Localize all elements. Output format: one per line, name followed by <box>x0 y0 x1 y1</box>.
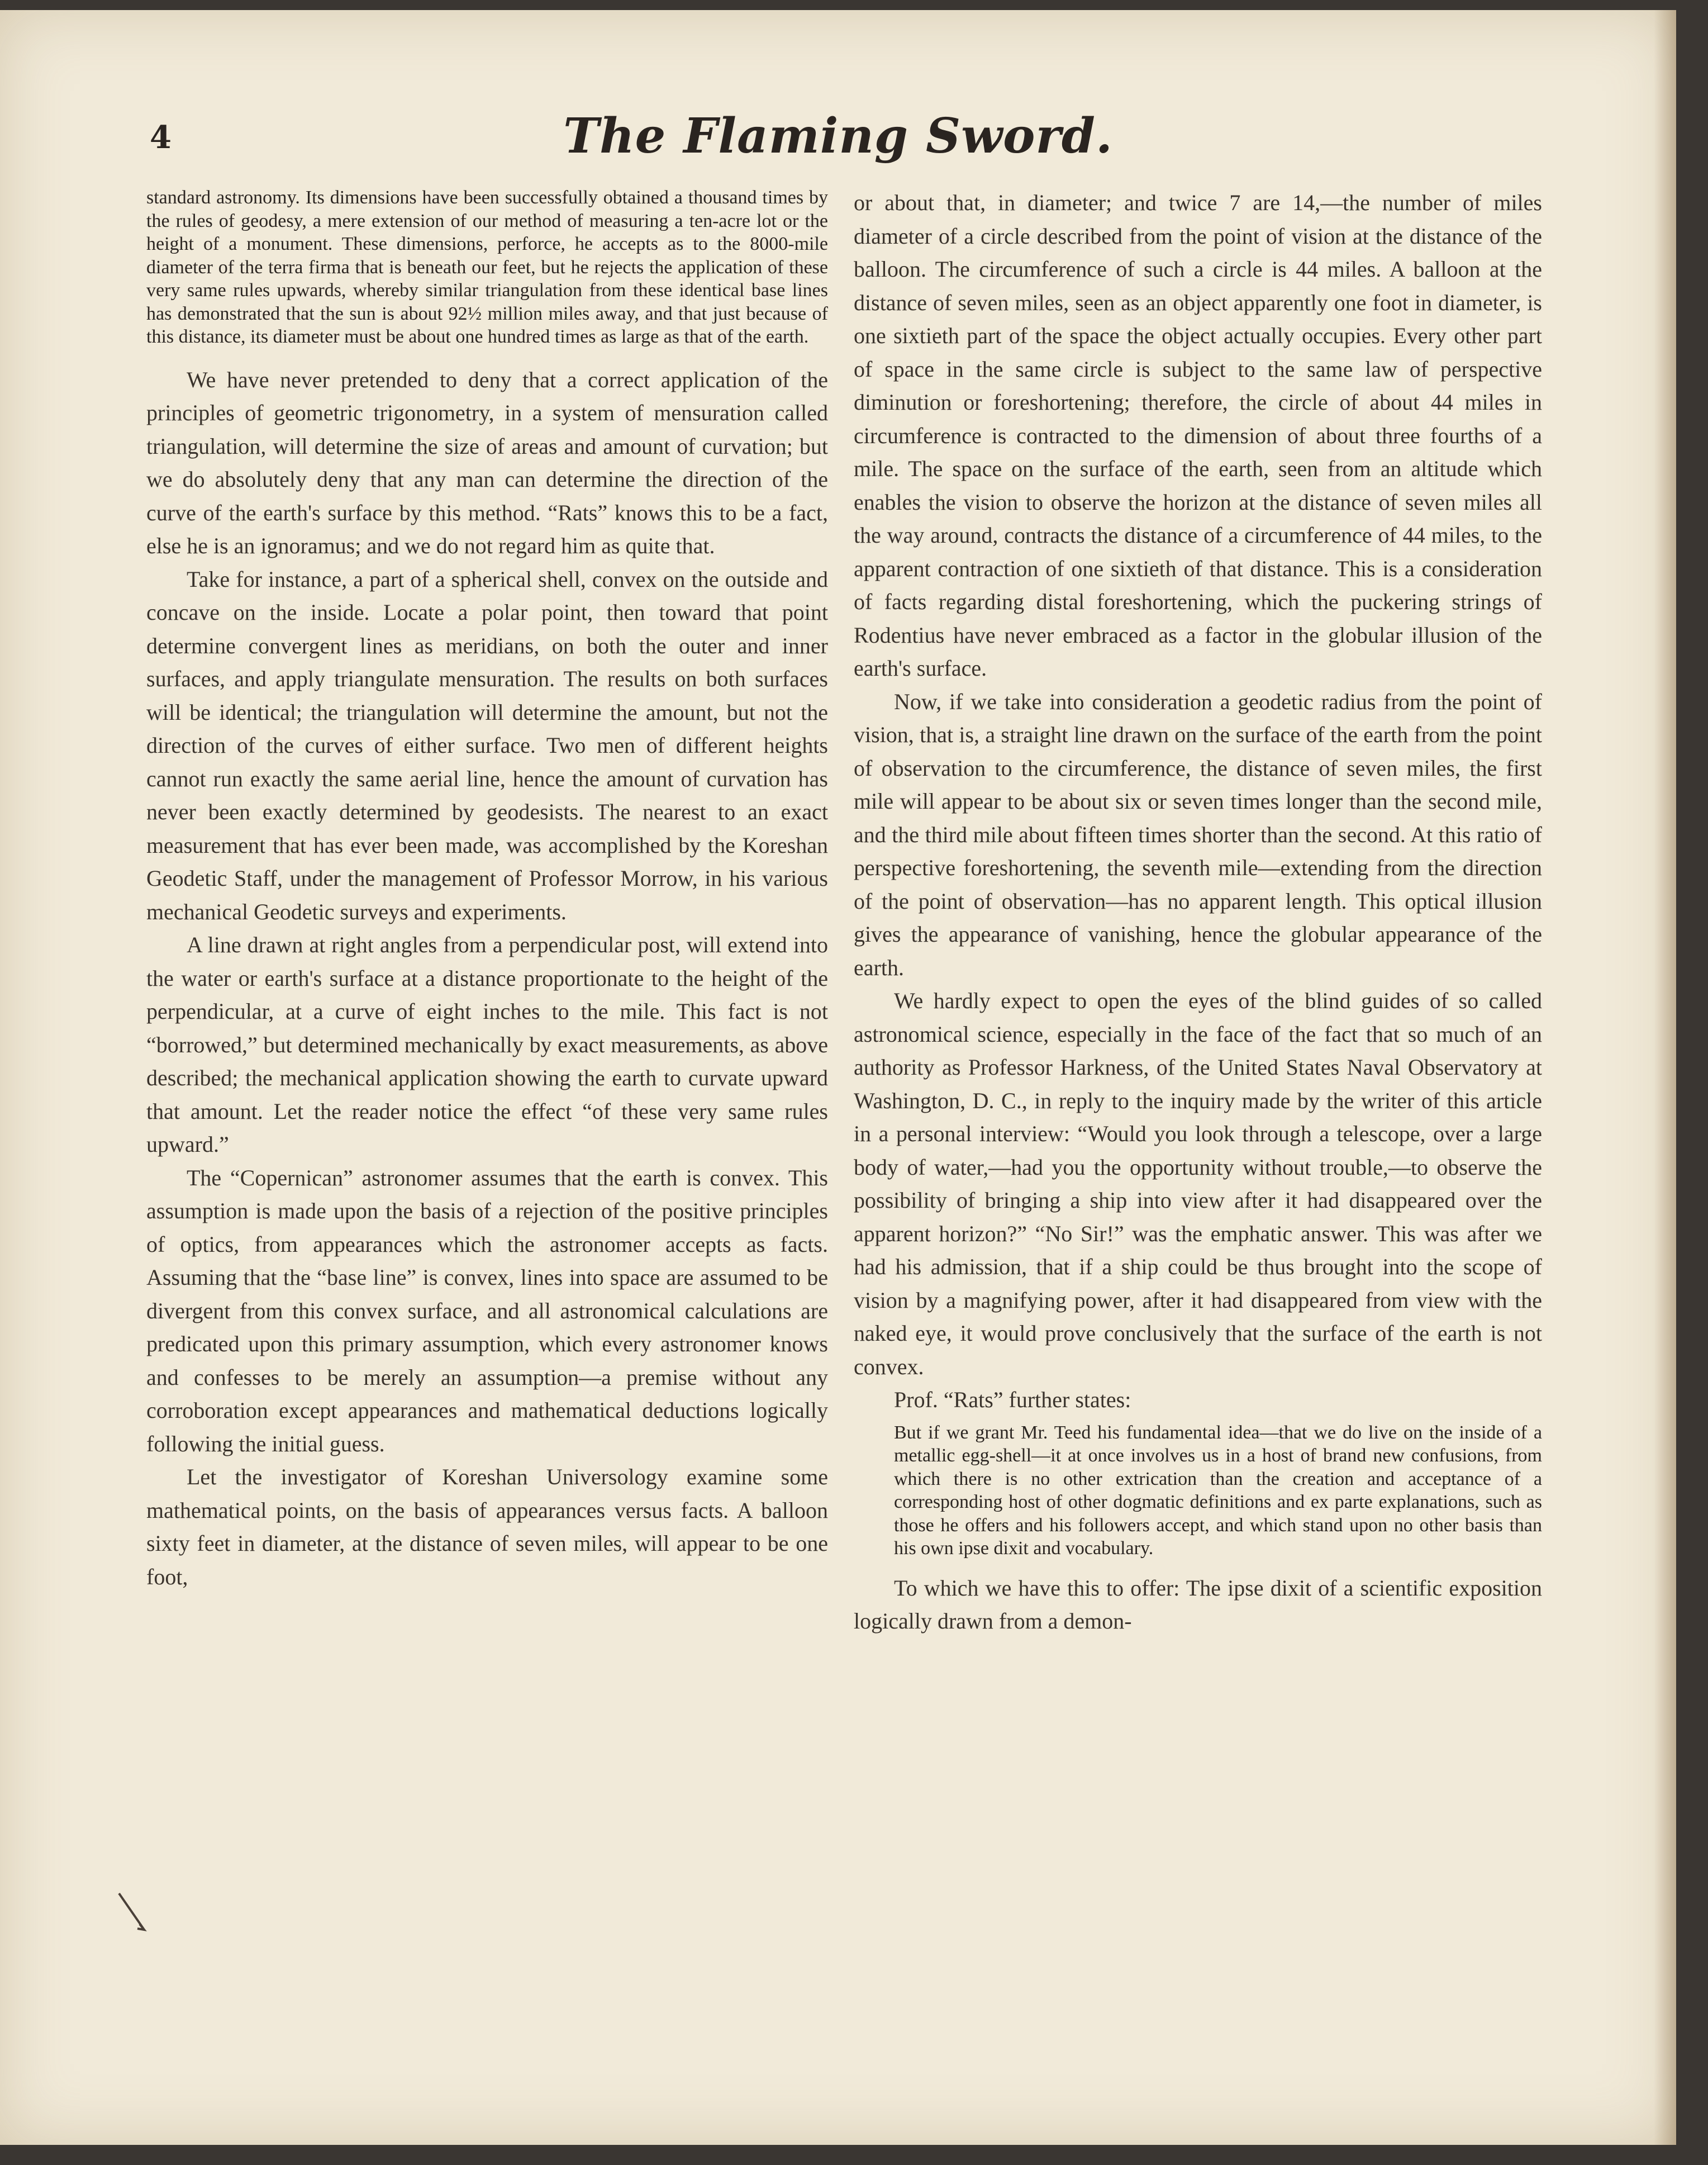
paragraph: A line drawn at right angles from a perpendicular post, will extend into the water or earth's surface at a distance proportionate to the height of the perpendicular, at a curve of eight inches to the mile. This fact is not “borrowed,” but determined mechanically by exact measurements, as above described; the mechanical application showing the earth to curvate upward that amount. Let the reader notice the effect “of these very same rules upward.” <box>146 932 828 1157</box>
block-quote <box>894 1421 1542 1560</box>
left-column <box>146 186 828 1593</box>
paragraph: The “Copernican” astronomer assumes that the earth is convex. This assumption is made upon the basis of a rejection of the positive principles of optics, from appearances which the astronomer accepts as facts. Assuming that the “base line” is convex, lines into space are assumed to be divergent from this convex surface, and all astronomical calculations are predicated upon this primary assumption, which every astronomer knows and confesses to be merely an assumption—a premise without any corroboration except appearances and mathematical deductions logically following the initial guess. <box>146 1165 828 1456</box>
paragraph: We have never pretended to deny that a correct application of the principles of geometric trigonometry, in a system of mensuration called triangulation, will determine the size of areas and amount of curvation; but we do absolutely deny that any man can determine the direction of the curve of the earth's surface by this method. “Rats” knows this to be a fact, else he is an ignoramus; and we do not regard him as quite that. <box>146 367 828 558</box>
page-header <box>0 108 1676 175</box>
pencil-mark-icon <box>116 1891 150 1952</box>
excerpt-continuation: standard astronomy. Its dimensions have been successfully obtained a thousand times by the rules of geodesy, a mere extension of our method of measuring a ten-acre lot or the height of a monument. These dimensions, perforce, he accepts as to the 8000-mile diameter of the terra firma that is beneath our feet, but he rejects the application of these very same rules upwards, whereby similar triangulation from these identical base lines has demonstrated that the sun is about 92½ million miles away, and that just because of this distance, its diameter must be about one hundred times as large as that of the earth. <box>146 187 828 347</box>
paragraph: or about that, in diameter; and twice 7 are 14,—the number of miles diameter of a circle described from the point of vision at the distance of the balloon. The circumference of such a circle is 44 miles. A balloon at the distance of seven miles, seen as an object apparently one foot in diameter, is one sixtieth part of the space the object actually occupies. Every other part of space in the same circle is subject to the same law of perspective diminution or foreshortening; therefore, the circle of about 44 miles in circumference is contracted to the dimension of about three fourths of a mile. The space on the surface of the earth, seen from an altitude which enables the vision to observe the horizon at the distance of seven miles all the way around, contracts the distance of a circumference of 44 miles, to the apparent contraction of one sixtieth of that distance. This is a consideration of facts regarding distal foreshortening, which the puckering strings of Rodentius have never embraced as a factor in the globular illusion of the earth's surface. <box>854 190 1542 681</box>
right-column <box>854 186 1542 1638</box>
paragraph: We hardly expect to open the eyes of the blind guides of so called astronomical science, especially in the face of the fact that so much of an authority as Professor Harkness, of the United States Naval Observatory at Washington, D. C., in reply to the inquiry made by the writer of this article in a personal interview: “Would you look through a telescope, over a large body of water,—had you the opportunity without trouble,—to observe the possibility of bringing a ship into view after it had disappeared over the apparent horizon?” “No Sir!” was the emphatic answer. This was after we had his admission, that if a ship could be thus brought into the scope of vision by a magnifying power, after it had disappeared from view with the naked eye, it would prove conclusively that the surface of the earth is not convex. <box>854 988 1542 1379</box>
paragraph: To which we have this to offer: The ipse dixit of a scientific exposition logically drawn from a demon- <box>854 1575 1542 1634</box>
magazine-title: The Flaming Sword. <box>563 108 1113 164</box>
page-number: 4 <box>150 119 172 156</box>
paragraph: Take for instance, a part of a spherical shell, convex on the outside and concave on the inside. Locate a polar point, then toward that point determine convergent lines as meridians, on both the outer and inner surfaces, and apply triangulate mensuration. The results on both surfaces will be identical; the triangulation will determine the amount, but not the direction of the curves of either surface. Two men of different heights cannot run exactly the same aerial line, hence the amount of curvation has never been exactly determined by geodesists. The nearest to an exact measurement that has ever been made, was accomplished by the Koreshan Geodetic Staff, under the management of Professor Morrow, in his various mechanical Geodetic surveys and experiments. <box>146 566 828 924</box>
paragraph: Let the investigator of Koreshan Universology examine some mathematical points, on the basis of appearances versus facts. A balloon sixty feet in diameter, at the distance of seven miles, will appear to be one foot, <box>146 1464 828 1589</box>
paragraph: Now, if we take into consideration a geodetic radius from the point of vision, that is, a straight line drawn on the surface of the earth from the point of observation to the circumference, the distance of seven miles, the first mile will appear to be about six or seven times longer than the second mile, and the third mile about fifteen times shorter than the second. At this ratio of perspective foreshortening, the seventh mile—extending from the direction of the point of observation—has no apparent length. This optical illusion gives the appearance of vanishing, hence the globular appearance of the earth. <box>854 689 1542 980</box>
paragraph: Prof. “Rats” further states: <box>894 1387 1131 1412</box>
quote-text: But if we grant Mr. Teed his fundamental idea—that we do live on the inside of a metallic egg-shell—it at once involves us in a host of brand new confusions, from which there is no other extrication than the creation and acceptance of a corresponding host of other dogmatic definitions and ex parte explanations, such as those he offers and his followers accept, and which stand upon no other basis than his own ipse dixit and vocabulary. <box>894 1422 1542 1559</box>
page <box>0 10 1676 2145</box>
